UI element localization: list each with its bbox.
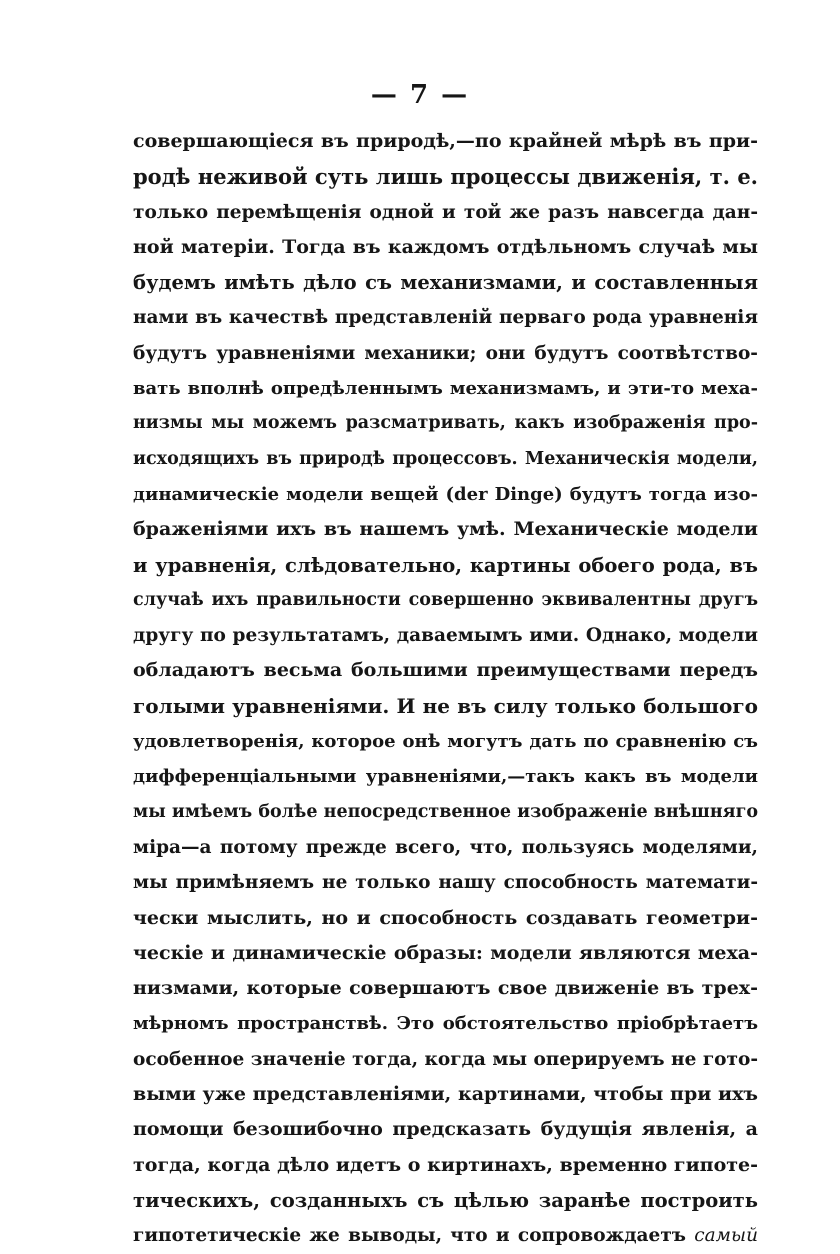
italic-word: самый bbox=[694, 1225, 758, 1247]
text-line: и уравненія, слѣдовательно, картины обоего рода, въ bbox=[133, 553, 758, 577]
text-line: нами въ качествѣ представленій перваго рода уравненія bbox=[133, 307, 758, 329]
text-line: низмами, которые совершаютъ свое движеніе въ трех- bbox=[133, 977, 758, 1000]
page-number: — 7 — bbox=[370, 80, 470, 110]
body-text bbox=[133, 124, 758, 1254]
text-line: дифференціальными уравненіями,—такъ какъ въ модели bbox=[133, 766, 758, 788]
text-line: мы примѣняемъ не только нашу способность математи- bbox=[133, 872, 758, 894]
text-line: будемъ имѣть дѣло съ механизмами, и составленныя bbox=[133, 271, 758, 295]
text-line: міра—а потому прежде всего, что, пользуясь моделями, bbox=[133, 836, 758, 858]
text-line: ной матеріи. Тогда въ каждомъ отдѣльномъ случаѣ мы bbox=[133, 235, 758, 258]
text-line: родѣ неживой суть лишь процессы движенія, т. е. bbox=[133, 164, 758, 190]
text-line: вать вполнѣ опредѣленнымъ механизмамъ, и эти-то меха- bbox=[133, 378, 758, 400]
text-line: будутъ уравненіями механики; они будутъ соотвѣтство- bbox=[133, 342, 758, 364]
text-line: исходящихъ въ природѣ процессовъ. Механическія модели, bbox=[133, 448, 758, 469]
text-line: случаѣ ихъ правильности совершенно эквивалентны другъ bbox=[133, 589, 758, 610]
text-line: голыми уравненіями. И не въ силу только большого bbox=[133, 693, 758, 718]
text-line: мѣрномъ пространствѣ. Это обстоятельство пріобрѣтаетъ bbox=[133, 1013, 758, 1035]
last-line-text: гипотетическіе же выводы, что и сопровождаетъ bbox=[133, 1225, 686, 1247]
text-line: удовлетворенія, которое онѣ могутъ дать по сравненію съ bbox=[133, 731, 758, 753]
last-text-line bbox=[133, 1218, 758, 1253]
text-line: низмы мы можемъ разсматривать, какъ изображенія про- bbox=[133, 413, 758, 434]
text-line: браженіями ихъ въ нашемъ умѣ. Механическіе модели bbox=[133, 518, 758, 541]
text-line: другу по результатамъ, даваемымъ ими. Однако, модели bbox=[133, 625, 758, 647]
text-line: чески мыслить, но и способность создавать геометри- bbox=[133, 906, 758, 929]
text-line: только перемѣщенія одной и той же разъ навсегда дан- bbox=[133, 201, 758, 223]
text-line: ческіе и динамическіе образы: модели являются меха- bbox=[133, 941, 758, 964]
text-line: совершающіеся въ природѣ,—по крайней мѣрѣ въ при- bbox=[133, 130, 758, 152]
text-line: особенное значеніе тогда, когда мы оперируемъ не гото- bbox=[133, 1048, 758, 1070]
text-line: тическихъ, созданныхъ съ цѣлью заранѣе построить bbox=[133, 1188, 758, 1212]
text-line: мы имѣемъ болѣе непосредственное изображеніе внѣшняго bbox=[133, 801, 758, 822]
text-line: тогда, когда дѣло идетъ о киртинахъ, временно гипоте- bbox=[133, 1153, 758, 1176]
text-line: выми уже представленіями, картинами, чтобы при ихъ bbox=[133, 1083, 758, 1106]
text-line: обладаютъ весьма большими преимуществами передъ bbox=[133, 659, 758, 682]
text-line: помощи безошибочно предсказать будущія явленія, а bbox=[133, 1118, 758, 1141]
text-line: динамическіе модели вещей (der Dinge) будутъ тогда изо- bbox=[133, 483, 758, 505]
